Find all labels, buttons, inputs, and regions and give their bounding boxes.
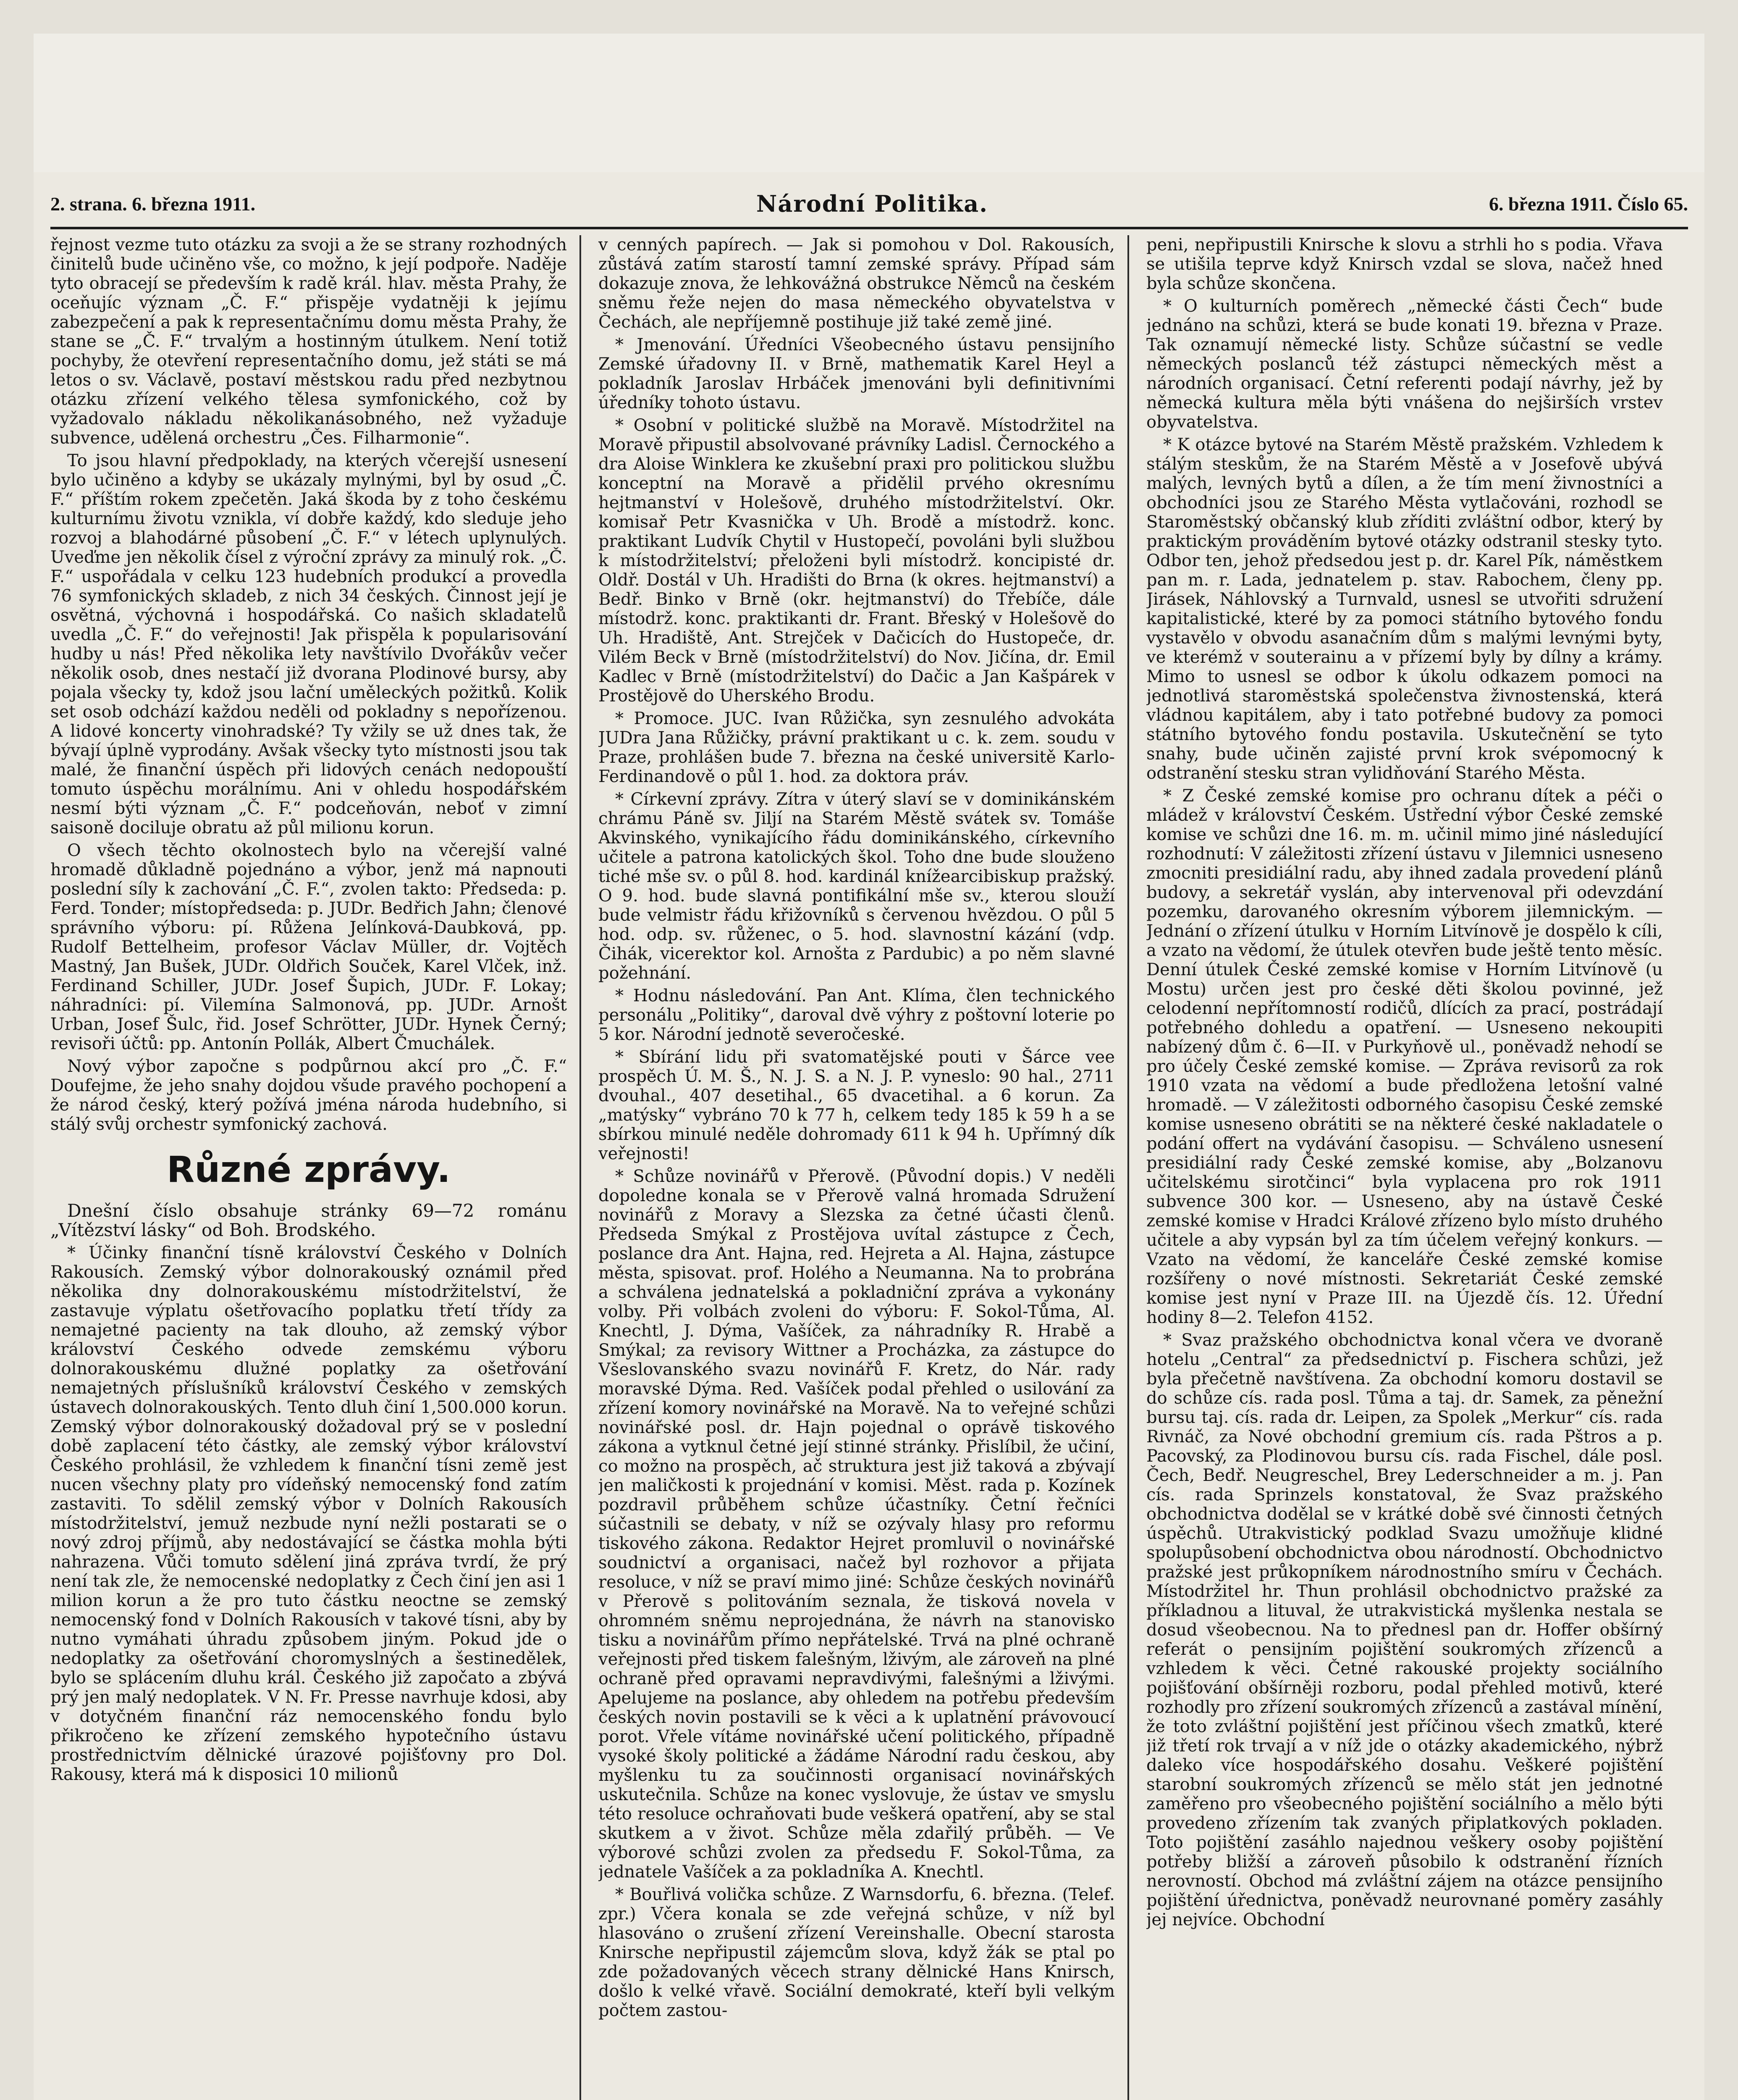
page-header bbox=[50, 181, 1688, 229]
article-paragraph: * K otázce bytové na Starém Městě pražském. Vzhledem k stálým steskům, že na Starém Městě a v Josefově ubývá malých, levných bytů a dílen, a že tím mení živnostníci a obchodníci jsou ze Starého Města vytlačováni, rozhodl se Staroměstský občanský klub zříditi zvláštní odbor, který by praktickým prováděním bytové otázky odstranil stesky tyto. Odbor ten, jehož předsedou jest p. dr. Karel Pík, náměstkem pan m. r. Lada, jednatelem p. stav. Rabochem, členy pp. Jirásek, Náhlovský a Turnvald, usnesl se utvořiti sdružení kapitalistické, které by za pomoci státního bytového fondu vystavělo v obvodu asanačním dům s malými levnými byty, ve kterémž v souterainu a v přízemí byly by dílny a krámy. Mimo to usnesl se odbor k úkolu odkazem pomoci na jednotlivá staroměstská společenstva živnostenská, která vládnou kapitálem, aby i tato potřebné budovy za pomoci státního bytového fondu postavila. Uskutečnění se tyto snahy, bude učiněn zajisté první krok svépomocný k odstranění stesku stran vylidňování Starého Města. bbox=[1146, 435, 1663, 783]
article-paragraph: Nový výbor započne s podpůrnou akcí pro „Č. F.“ Doufejme, že jeho snahy dojdou všude pravého pochopení a že národ český, který požívá jména národa hudebního, si stálý svůj orchestr symfonický zachová. bbox=[50, 1057, 567, 1134]
article-paragraph: O všech těchto okolnostech bylo na včerejší valné hromadě důkladně pojednáno a výbor, jenž má napnouti poslední síly k zachování „Č. F.“, zvolen takto: Předseda: p. Ferd. Tonder; místopředseda: p. JUDr. Bedřich Jahn; členové správního výboru: pí. Růžena Jelínková-Daubková, pp. Rudolf Bettelheim, profesor Václav Müller, dr. Vojtěch Mastný, Jan Bušek, JUDr. Oldřich Souček, Karel Vlček, inž. Ferdinand Schiller, JUDr. Josef Šupich, JUDr. F. Lokay; náhradníci: pí. Vilemína Salmonová, pp. JUDr. Arnošt Urban, Josef Šulc, řid. Josef Schrötter, JUDr. Hynek Černý; revisoři účtů: pp. Antonín Pollák, Albert Čmuchálek. bbox=[50, 841, 567, 1053]
column-3 bbox=[1146, 235, 1663, 2100]
column-divider bbox=[1127, 235, 1129, 2100]
page-top-margin bbox=[34, 34, 1704, 172]
article-paragraph: * O kulturních poměrech „německé části Čech“ bude jednáno na schůzi, která se bude konati 19. března v Praze. Tak oznamují německé listy. Schůze súčastní se vedle německých poslanců též zástupci německých měst a národních organisací. Četní referenti podají návrhy, jež by německá kultura měla býti vnášena do nejširších vrstev obyvatelstva. bbox=[1146, 297, 1663, 432]
article-paragraph: * Svaz pražského obchodnictva konal včera ve dvoraně hotelu „Central“ za předsednictví p. Fischera schůzi, jež byla přečetně navštívena. Za obchodní komoru dostavil se do schůze cís. rada posl. Tůma a taj. dr. Samek, za pěnežní bursu taj. cís. rada dr. Leipen, za Spolek „Merkur“ cís. rada Rivnáč, za Nové obchodní gremium cís. rada Pštros a p. Pacovský, za Plodinovou bursu cís. rada Fischel, dále posl. Čech, Bedř. Neugreschel, Brey Lederschneider a m. j. Pan cís. rada Sprinzels konstatoval, že Svaz pražského obchodnictva dodělal se v krátké době své činnosti četných úspěchů. Utrakvistický podklad Svazu umožňuje klidné spolupůsobení obchodnictva obou národností. Obchodnictvo pražské jest průkopníkem národnostního smíru v Čechách. Místodržitel hr. Thun prohlásil obchodnictvo pražské za příkladnou a lituval, že utrakvistická myšlenka nestala se dosud všeobecnou. Na to přednesl pan dr. Hoffer obšírný referát o pensijním pojištění soukromých zřízenců a vzhledem k věci. Četné rakouské projekty sociálního pojišťování obšírněji rozboru, podal přehled motivů, které rozhodly pro zřízení soukromých zřízenců a zastával mínění, že toto zvláštní pojištění jest příčinou všech zmatků, které již třetí rok trvají a v níž jde o otázky akademického, nýbrž daleko více hospodářského dosahu. Veškeré pojištění starobní soukromých zřízenců se mělo stát jen jednotné zaměřeno pro všeobecného pojištění sociálního a mělo býti provedeno zřízením tak zvaných připlatkových pokladen. Toto pojištění zasáhlo najednou veškery osoby pojištění potřeby bližší a zároveň působilo k odstranění řízních nerovností. Obchod má zvláštní zájem na otázce pensijního pojištění úřednictva, poněvadž neurovnané poměry zasáhly jej nejvíce. Obchodní bbox=[1146, 1331, 1663, 1929]
article-paragraph: * Bouřlivá volička schůze. Z Warnsdorfu, 6. března. (Telef. zpr.) Včera konala se zde veřejná schůze, v níž byl hlasováno o zrušení zřízení Vereinshalle. Obecní starosta Knirsche nepřipustil zájemcům slova, když žák se ptal po zde požadovaných věcech strany dělnické Hans Knirsch, došlo k velké vřavě. Sociální demokraté, kteří byli velkým počtem zastou- bbox=[598, 1885, 1115, 2020]
article-paragraph: peni, nepřipustili Knirsche k slovu a strhli ho s podia. Vřava se utišila teprve když Knirsch vzdal se slova, načež hned byla schůze skončena. bbox=[1146, 235, 1663, 293]
article-paragraph: v cenných papírech. — Jak si pomohou v Dol. Rakousích, zůstává zatím starostí tamní zemské správy. Případ sám dokazuje znova, že lehkovážná obstrukce Němců na českém sněmu řeže nejen do masa německého obyvatelstva v Čechách, ale nepříjemně postihuje již také země jiné. bbox=[598, 235, 1115, 332]
article-paragraph: * Jmenování. Úředníci Všeobecného ústavu pensijního Zemské úřadovny II. v Brně, mathematik Karel Heyl a pokladník Jaroslav Hrbáček jmenováni byli definitivními úředníky tohoto ústavu. bbox=[598, 335, 1115, 412]
article-paragraph: * Církevní zprávy. Zítra v úterý slaví se v dominikánském chrámu Páně sv. Jiljí na Starém Městě svátek sv. Tomáše Akvinského, vynikajícího řádu dominikánského, církevního učitele a patrona katolických škol. Toho dne bude slouženo tiché mše sv. o půl 8. hod. kardinál knížearcibiskup pražský. O 9. hod. bude slavná pontifikální mše sv., kterou slouží bude velmistr řádu křižovníků s červenou hvězdou. O půl 5 hod. odp. sv. růženec, o 5. hod. slavnostní kázání (vdp. Čihák, vicerektor kol. Arnošta z Pardubic) a po něm slavné požehnání. bbox=[598, 790, 1115, 983]
article-paragraph: * Osobní v politické službě na Moravě. Místodržitel na Moravě připustil absolvované právníky Ladisl. Černockého a dra Aloise Winklera ke zkušební praxi pro politickou službu konceptní na Moravě a přidělil prvého okresnímu hejtmanství v Holešově, druhého místodržitelství. Okr. komisař Petr Kvasnička v Uh. Brodě a místodrž. konc. praktikant Ludvík Chytil v Hustopečí, povoláni byli službou k místodržitelství; přeloženi byli místodrž. koncipisté dr. Oldř. Dostál v Uh. Hradišti do Brna (k okres. hejtmanství) a Bedř. Binko v Brně (okr. hejtmanství) do Třebíče, dále místodrž. konc. praktikanti dr. Frant. Břeský v Holešově do Uh. Hradiště, Ant. Strejček v Dačicích do Hustopeče, dr. Vilém Beck v Brně (místodržitelství) do Nov. Jičína, dr. Emil Kadlec v Brně (místodržitelství) do Dačic a Jan Kašpárek v Prostějově do Uherského Brodu. bbox=[598, 416, 1115, 706]
column-2 bbox=[598, 235, 1115, 2100]
article-paragraph: * Hodnu následování. Pan Ant. Klíma, člen technického personálu „Politiky“, daroval dvě výhry z poštovní loterie po 5 kor. Národní jednotě severočeské. bbox=[598, 986, 1115, 1044]
column-1 bbox=[50, 235, 567, 2100]
article-paragraph: To jsou hlavní předpoklady, na kterých včerejší usnesení bylo učiněno a kdyby se ukázaly mylnými, byl by osud „Č. F.“ příštím rokem zpečetěn. Jaká škoda by z toho českému kulturnímu životu vznikla, ví dobře každý, kdo sleduje jeho rozvoj a blahodárné působení „Č. F.“ v létech uplynulých. Uveďme jen několik čísel z výroční zprávy za minulý rok. „Č. F.“ uspořádala v celku 123 hudebních produkcí a provedla 76 symfonických skladeb, z nich 34 českých. Činnost její je osvětná, výchovná i hospodářská. Co našich skladatelů uvedla „Č. F.“ do veřejnosti! Jak přispěla k popularisování hudby u nás! Před několika lety navštívilo Dvořákův večer několik osob, dnes nestačí již dvorana Plodinové bursy, aby pojala všecky ty, kdož jsou lační uměleckých požitků. Kolik set osob odchází každou neděli od pokladny s nepořízenou. A lidové koncerty vinohradské? Ty vžily se už dnes tak, že bývají úplně vyprodány. Avšak všecky tyto místnosti jsou tak malé, že finanční úspěch při lidových cenách nedopouští tomuto úspěchu morálnímu. Ani v ohledu hospodářském nesmí býti význam „Č. F.“ podceňován, neboť v zimní saisoně dociluje obratu až půl milionu korun. bbox=[50, 451, 567, 837]
notice-paragraph: Dnešní číslo obsahuje stránky 69—72 románu „Vítězství lásky“ od Boh. Brodského. bbox=[50, 1200, 567, 1240]
header-date-left: 2. strana. 6. března 1911. bbox=[50, 193, 256, 215]
header-issue-right: 6. března 1911. Číslo 65. bbox=[1489, 193, 1688, 215]
article-paragraph: řejnost vezme tuto otázku za svoji a že se strany rozhodných činitelů bude učiněno vše, co možno, k její podpoře. Naděje tyto obracejí se především k radě král. hlav. města Prahy, že oceňujíc význam „Č. F.“ přispěje vydatněji k jejímu zabezpečení a pak k representačnímu domu města Prahy, že stane se „Č. F.“ trvalým a hostinným útulkem. Není totiž pochyby, že otevření representačního domu, jež státi se má letos o sv. Václavě, postaví městskou radu před nezbytnou otázku zřízení velkého tělesa symfonického, což by vyžadovalo nákladu několikanásobného, než vyžaduje subvence, udělená orchestru „Čes. Filharmonie“. bbox=[50, 235, 567, 448]
article-paragraph: * Promoce. JUC. Ivan Růžička, syn zesnulého advokáta JUDra Jana Růžičky, právní praktikant u c. k. zem. soudu v Praze, prohlášen bude 7. března na české universitě Karlo-Ferdinandově o půl 1. hod. za doktora práv. bbox=[598, 709, 1115, 786]
section-heading: Různé zprávy. bbox=[167, 1149, 451, 1191]
newspaper-page bbox=[34, 34, 1704, 2100]
column-divider bbox=[579, 235, 581, 2100]
article-paragraph: * Z České zemské komise pro ochranu dítek a péči o mládež v království Českém. Ústřední výbor České zemské komise ve schůzi dne 16. m. m. učinil mimo jiné následující rozhodnutí: V záležitosti zřízení ústavu v Jilemnici usneseno zmocniti presidiální radu, aby ihned zadala provedení plánů budovy, a sekretář vyslán, aby intervenoval při odevzdání pozemku, darovaného okresním výborem jilemnickým. — Jednání o zřízení útulku v Horním Litvínově je dospělo k cíli, a vzato na vědomí, že útulek otevřen bude ještě tento měsíc. Denní útulek České zemské komise v Horním Litvínově (u Mostu) určen jest pro české děti školou povinné, jež celodenní nepřítomností rodičů, dlících za prací, postrádají potřebného dohledu a opatření. — Usneseno nekoupiti nabízený dům č. 6—II. v Purkyňově ul., poněvadž nehodí se pro účely České zemské komise. — Zpráva revisorů za rok 1910 vzata na vědomí a bude předložena letošní valné hromadě. — V záležitosti odborného časopisu České zemské komise usneseno obrátiti se na některé české nakladatele o podání offert na vydávání časopisu. — Schváleno usnesení presidiální rady České zemské komise, aby „Bolzanovu učitelskému sirotčinci“ byla vyplacena pro rok 1911 subvence 300 kor. — Usneseno, aby na ústavě České zemské komise v Hradci Králové zřízeno bylo místo druhého učitele a aby vypsán byl za tím účelem veřejný konkurs. — Vzato na vědomí, že kanceláře České zemské komise rozšířeny o nové místnosti. Sekretariát České zemské komise jest nyní v Praze III. na Újezdě čís. 12. Úřední hodiny 8—2. Telefon 4152. bbox=[1146, 786, 1663, 1327]
article-paragraph: * Schůze novinářů v Přerově. (Původní dopis.) V neděli dopoledne konala se v Přerově valná hromada Sdružení novinářů z Moravy a Slezska za četné účasti členů. Předseda Smýkal z Prostějova uvítal zástupce z Čech, poslance dra Ant. Hajna, red. Hejreta a Al. Hajna, zástupce města, spisovat. prof. Holého a Neumanna. Na to probrána a schválena jednatelská a pokladniční zpráva a vykonány volby. Při volbách zvoleni do výboru: F. Sokol-Tůma, Al. Knechtl, J. Dýma, Vašíček, za náhradníky R. Hrabě a Smýkal; za revisory Wittner a Procházka, za zástupce do Všeslovanského svazu novinářů F. Kretz, do Nár. rady moravské Dýma. Red. Vašíček podal přehled o usilování za zřízení komory novinářské na Moravě. Na to veřejné schůzi novinářské posl. dr. Hajn pojednal o oprávě tiskového zákona a vytknul četné její stinné stránky. Přislíbil, že učiní, co možno na prospěch, ač struktura jest již taková a zbývají jen maličkosti k projednání v komisi. Měst. rada p. Kozínek pozdravil průběhem schůze účastníky. Četní řečníci súčastnili se debaty, v níž se ozývaly hlasy pro reformu tiskového zákona. Redaktor Hejret promluvil o novinářské soudnictví a organisaci, načež byl rozhovor a přijata resoluce, v níž se praví mimo jiné: Schůze českých novinářů v Přerově s politováním seznala, že tisková novela v ohromném sněmu neprojednána, že návrh na stanovisko tisku a novinářům přímo nepřátelské. Trvá na plné ochraně veřejnosti před tiskem falešným, lživým, ale zároveň na plné ochraně před opravami nepravdivými, falešnými a lživými. Apelujeme na poslance, aby ohledem na potřebu především českých novin postavili se k věci a k uplatnění právovoucí porot. Vřele vítáme novinářské učení politického, případně vysoké školy politické a žádáme Národní radu českou, aby myšlenku tu za součinnosti organisací novinářských uskutečnila. Schůze na konec vyslovuje, že ústav ve smyslu této resoluce ochraňovati bude veškerá opatření, aby se stal skutkem a v život. Schůze měla zdařilý průběh. — Ve výborové schůzi zvolen za předsedu F. Sokol-Tůma, za jednatele Vašíček a za pokladníka A. Knechtl. bbox=[598, 1167, 1115, 1882]
article-paragraph: * Účinky finanční tísně království Českého v Dolních Rakousích. Zemský výbor dolnorakouský oznámil před několika dny dolnorakouskému místodržitelství, že zastavuje výplatu ošetřovacího poplatku třetí třídy za nemajetné pacienty na tak dlouho, až zemský výbor království Českého odvede zemskému výboru dolnorakouskému dlužné poplatky za ošetřování nemajetných příslušníků království Českého v zemských ústavech dolnorakouských. Tento dluh činí 1,500.000 korun. Zemský výbor dolnorakouský dožadoval prý se v poslední době zaplacení této částky, ale zemský výbor království Českého prohlásil, že vzhledem k finanční tísni země jest nucen všechny platy pro vídeňský nemocenský fond zatím zastaviti. To sdělil zemský výbor v Dolních Rakousích místodržitelství, jemuž nezbude nyní nežli postarati se o nový zdroj příjmů, aby nedostávající se částka mohla býti nahrazena. Vůči tomuto sdělení jiná zpráva tvrdí, že prý není tak zle, že nemocenské nedoplatky z Čech činí jen asi 1 milion korun a že pro tuto částku neoctne se zemský nemocenský fond v Dolních Rakousích v takové tísni, aby by nutno vymáhati úhradu způsobem jiným. Pokud jde o nedoplatky za ošetřování choromyslných a šestinedělek, bylo se splácením dluhu král. Českého již započato a zbývá prý jen malý nedoplatek. V N. Fr. Presse navrhuje kdosi, aby v dotyčném finanční ráz nemocenského fondu bylo přikročeno ke zřízení zemského hypotečního ústavu prostřednictvím dělnické úrazové pojišťovny pro Dol. Rakousy, která má k disposici 10 milionů bbox=[50, 1243, 567, 1784]
newspaper-title: Národní Politika. bbox=[756, 190, 988, 217]
article-paragraph: * Sbírání lidu při svatomatějské pouti v Šárce vee prospěch Ú. M. Š., N. J. S. a N. J. P. vyneslo: 90 hal., 2711 dvouhal., 407 desetihal., 65 dvacetihal. a 6 korun. Za „matýsky“ vybráno 70 k 77 h, celkem tedy 185 k 59 h a se sbírkou minulé neděle dohromady 611 k 94 h. Upřímný dík veřejnosti! bbox=[598, 1047, 1115, 1163]
